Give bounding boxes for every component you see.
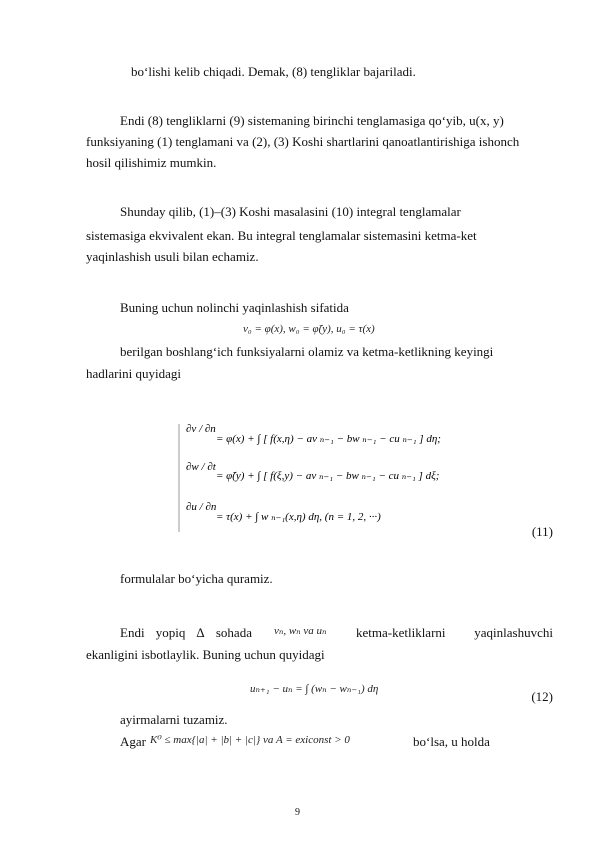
sequence-formula: vₙ, wₙ va uₙ [274,625,327,637]
formula-11-line2-rhs: = φ̃(y) + ∫ [ f(ξ,y) − av ₙ₋₁ − bw ₙ₋₁ − cu ₙ₋₁ ] dξ; [216,470,440,482]
paragraph-line: bo‘lsa, u holda [413,734,490,749]
equation-number-11: (11) [531,524,553,539]
paragraph-line: Endi yopiq ∆ sohada [120,625,252,640]
paragraph-line: hadlarini quyidagi [86,366,181,381]
formula-11 [174,418,484,538]
paragraph-line: funksiyaning (1) tenglamani va (2), (3) Koshi shartlarini qanoatlantirishiga ishonch [86,134,520,149]
paragraph-line: formulalar bo‘yicha quramiz. [120,571,273,586]
paragraph-line: berilgan boshlang‘ich funksiyalarni olamiz va ketma-ketlikning keyingi [120,344,494,359]
page-number: 9 [295,807,300,818]
zero-approximation-formula: v₀ = φ(x), w₀ = φ̃(y), u₀ = τ(x) [243,323,375,335]
equation-number-12: (12) [531,689,553,704]
formula-12: uₙ₊₁ − uₙ = ∫ (wₙ − wₙ₋₁) dη [250,683,379,695]
formula-11-line1-lhs: ∂v / ∂n [186,423,216,435]
paragraph-line: ketma-ketliklarni yaqinlashuvchi [356,625,553,640]
paragraph-line: Buning uchun nolinchi yaqinlashish sifatida [120,300,349,315]
paragraph-line: hosil qilishimiz mumkin. [86,155,217,170]
paragraph-line: Agar [120,734,146,749]
paragraph-line: Shunday qilib, (1)–(3) Koshi masalasini (10) integral tenglamalar [120,204,461,219]
formula-11-line2-lhs: ∂w / ∂t [186,461,216,473]
bound-formula: K⁰ ≤ max{|a| + |b| + |c|} va A = exiconst > 0 [150,734,350,746]
paragraph-line: Endi (8) tengliklarni (9) sistemaning birinchi tenglamasiga qo‘yib, u(x, y) [120,113,504,128]
formula-11-line3-rhs: = τ(x) + ∫ w ₙ₋₁(x,η) dη, (n = 1, 2, ···) [216,511,381,523]
paragraph-line: ayirmalarni tuzamiz. [120,712,228,727]
paragraph-line: bo‘lishi kelib chiqadi. Demak, (8) tengliklar bajariladi. [131,64,416,79]
paragraph-line: yaqinlashish usuli bilan echamiz. [86,249,259,264]
paragraph-line: ekanligini isbotlaylik. Buning uchun quyidagi [86,647,325,662]
formula-11-line3-lhs: ∂u / ∂n [186,501,217,513]
formula-11-line1-rhs: = φ(x) + ∫ [ f(x,η) − av ₙ₋₁ − bw ₙ₋₁ − cu ₙ₋₁ ] dη; [216,433,441,445]
paragraph-line: sistemasiga ekvivalent ekan. Bu integral tenglamalar sistemasini ketma-ket [86,228,477,243]
